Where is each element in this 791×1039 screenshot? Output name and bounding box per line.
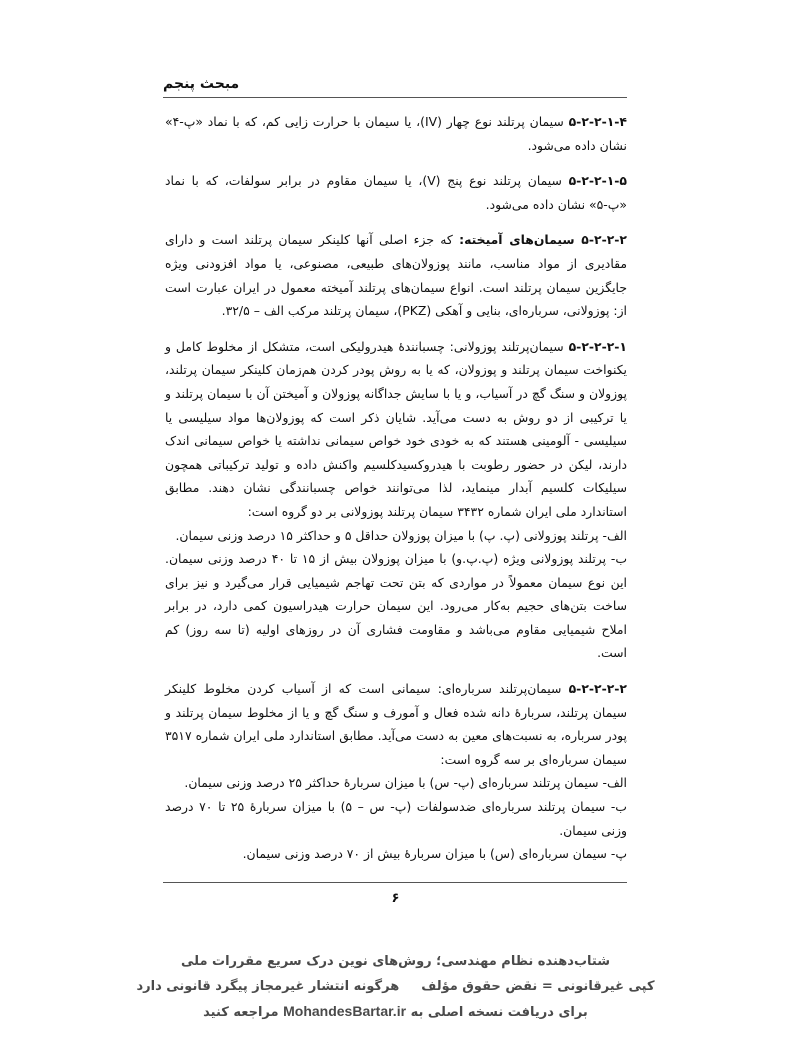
page-body (165, 110, 627, 878)
section-5-2-2-1-4 (165, 110, 627, 157)
watermark-prefix: برای دریافت نسخه اصلی به (410, 1004, 588, 1020)
section-title: سیمان‌های آمیخته: (459, 232, 582, 248)
section-number: ۵-۲-۲-۲ (581, 232, 627, 248)
watermark-copyright: کپی غیرقانونی = نقض حقوق مؤلف (421, 978, 655, 994)
watermark-line-2 (0, 974, 791, 999)
section-text: که جزء اصلی آنها کلینکر سیمان پرتلند است و دارای مقادیری از مواد مناسب، مانند پوزولان‌های طبیعی، مصنوعی، یا مواد افزودنی ویژه جایگزین سیمان پرتلند است. انواع سیمان‌های پرتلند آمیخته معمول در ایران عبارت است از: پوزولانی، سرباره‌ای، بنایی و آهکی (PKZ)، سیمان پرتلند مرکب الف – ۳۲/۵. (165, 232, 627, 319)
header-divider (163, 97, 627, 98)
page-number: ۶ (391, 890, 400, 906)
watermark-line-3 (0, 999, 791, 1025)
watermark-site-link[interactable]: MohandesBartar.ir (283, 1002, 407, 1019)
section-text: سیمان‌پرتلند پوزولانی: چسبانندهٔ هیدرولیکی است، متشکل از مخلوط کامل و یکنواخت سیمان پرتلند و پوزولان، که یا به روش پودر کردن هم‌زمان کلینکر سیمان پرتلند، پوزولان و سنگ گچ در آسیاب، و یا با سایش جداگانه پوزولان و آمیختن آن با سیمان پرتلند و یا ترکیبی از دو روش به دست می‌آید. شایان ذکر است که پوزولان‌ها مواد سیلیسی یا سیلیسی - آلومینی هستند که به خودی خود خواص سیمانی نداشته یا خواص سیمانی اندک دارند، لیکن در حضور رطوبت با هیدروکسیدکلسیم واکنش داده و تولید ترکیباتی همچون سیلیکات کلسیم آبدار مینماید، لذا می‌توانند خواص چسبانندگی نشان دهند. مطابق استاندارد ملی ایران شماره ۳۴۳۲ سیمان پرتلند پوزولانی بر دو گروه است: (165, 338, 627, 519)
chapter-header-row (163, 74, 627, 94)
list-item: ب- سیمان پرتلند سرباره‌ای ضدسولفات (پ- س – ۵) با میزان سربارهٔ ۲۵ تا ۷۰ درصد وزنی سیمان. (165, 799, 627, 838)
footer-divider (163, 882, 627, 883)
section-5-2-2-1-5 (165, 169, 627, 216)
watermark (0, 949, 791, 1039)
watermark-line-1: شتاب‌دهنده نظام مهندسی؛ روش‌های نوین درک سریع مقررات ملی (181, 953, 610, 969)
section-5-2-2-2-2 (165, 677, 627, 866)
section-5-2-2-2 (165, 228, 627, 322)
list-item: الف- پرتلند پوزولانی (پ. پ) با میزان پوزولان حداقل ۵ و حداکثر ۱۵ درصد وزنی سیمان. (175, 527, 627, 543)
section-5-2-2-2-1 (165, 335, 627, 665)
section-number: ۵-۲-۲-۱-۴ (568, 114, 627, 129)
watermark-legal-notice: هرگونه انتشار غیرمجاز پیگرد قانونی دارد (136, 978, 400, 994)
list-item: پ- سیمان سرباره‌ای (س) با میزان سربارهٔ بیش از ۷۰ درصد وزنی سیمان. (242, 846, 627, 862)
list-item: الف- سیمان پرتلند سرباره‌ای (پ- س) با میزان سربارهٔ حداکثر ۲۵ درصد وزنی سیمان. (184, 775, 627, 791)
chapter-header: مبحث پنجم (163, 76, 240, 92)
list-item: ب- پرتلند پوزولانی ویژه (پ.پ.و) با میزان پوزولان بیش از ۱۵ تا ۴۰ درصد وزنی سیمان. این نوع سیمان معمولاً در مواردی که بتن تحت تهاجم شیمیایی قرار می‌گیرد و نیز برای ساخت بتن‌های حجیم به‌کار می‌رود. این سیمان حرارت هیدراسیون کمی دارد، در برابر املاح شیمیایی مقاوم می‌باشد و مقاومت فشاری آن در روزهای اولیه (تا سه روز) کم است. (165, 551, 627, 661)
section-number: ۵-۲-۲-۱-۵ (568, 173, 627, 189)
page-spacer (0, 909, 791, 949)
section-number: ۵-۲-۲-۲-۱ (568, 338, 627, 354)
section-number: ۵-۲-۲-۲-۲ (568, 681, 627, 697)
section-text: سیمان‌پرتلند سرباره‌ای: سیمانی است که از آسیاب کردن مخلوط کلینکر سیمان پرتلند، سربارهٔ دانه شده فعال و آمورف و سنگ گچ و یا از مخلوط سیمان پرتلند و پودر سرباره، به نسبت‌های معین به دست می‌آید. مطابق استاندارد ملی ایران شماره ۳۵۱۷ سیمان سرباره‌ای بر سه گروه است: (165, 681, 627, 767)
section-text: سیمان پرتلند نوع پنج (V)، یا سیمان مقاوم در برابر سولفات، که با نماد «پ-۵» نشان داده می‌شود. (165, 173, 627, 212)
watermark-suffix: مراجعه کنید (203, 1004, 279, 1020)
section-text: سیمان پرتلند نوع چهار (IV)، یا سیمان با حرارت زایی کم، که با نماد «پ-۴» نشان داده می‌شود. (165, 114, 627, 153)
